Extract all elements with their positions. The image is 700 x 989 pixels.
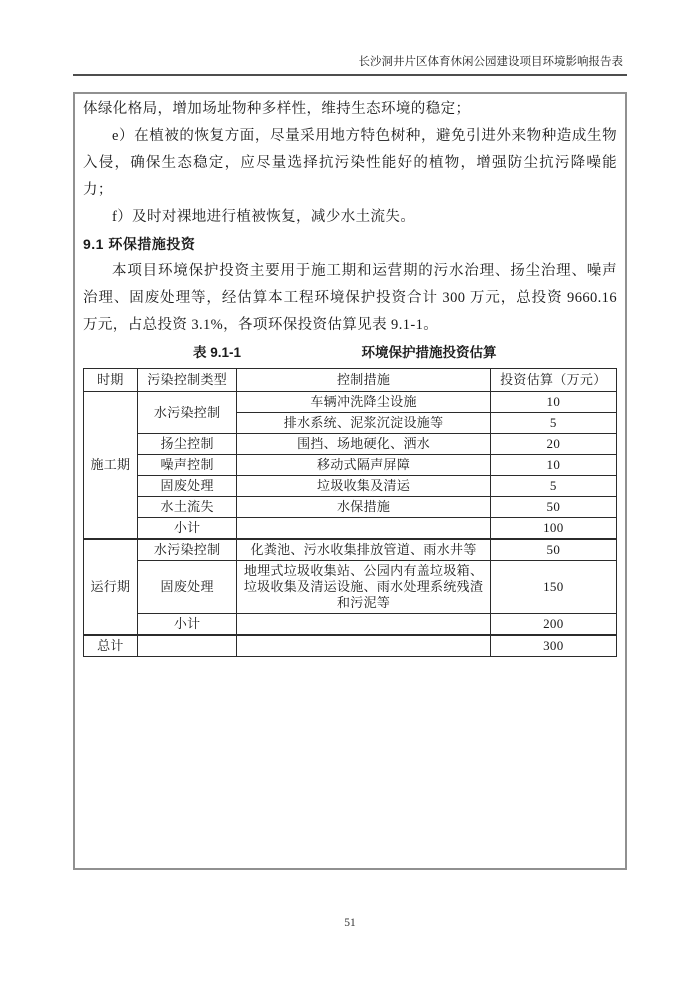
cost-cell: 5 bbox=[490, 413, 616, 434]
page-header bbox=[73, 54, 627, 76]
table-row bbox=[84, 539, 617, 561]
col-header-measure: 控制措施 bbox=[237, 369, 490, 392]
cost-cell: 10 bbox=[490, 455, 616, 476]
header-title: 长沙洞井片区体育休闲公园建设项目环境影响报告表 bbox=[358, 56, 623, 68]
content-frame bbox=[73, 92, 627, 870]
type-cell: 水污染控制 bbox=[137, 392, 237, 434]
section-heading: 9.1 环保措施投资 bbox=[83, 236, 196, 252]
table-header-row bbox=[84, 369, 617, 392]
cost-cell: 10 bbox=[490, 392, 616, 413]
col-header-period: 时期 bbox=[84, 369, 138, 392]
type-cell: 小计 bbox=[137, 614, 237, 636]
paragraph-continuation: 体绿化格局，增加场址物种多样性，维持生态环境的稳定； bbox=[83, 101, 471, 117]
type-cell: 小计 bbox=[137, 518, 237, 540]
table-row-subtotal bbox=[84, 518, 617, 540]
measure-cell: 垃圾收集及清运 bbox=[237, 476, 490, 497]
measure-cell bbox=[237, 614, 490, 636]
type-cell: 固废处理 bbox=[137, 476, 237, 497]
type-cell: 噪声控制 bbox=[137, 455, 237, 476]
cost-cell: 300 bbox=[490, 635, 616, 657]
type-cell bbox=[137, 635, 237, 657]
measure-cell: 移动式隔声屏障 bbox=[237, 455, 490, 476]
measure-cell: 车辆冲洗降尘设施 bbox=[237, 392, 490, 413]
type-cell: 固废处理 bbox=[137, 561, 237, 614]
measure-cell: 地埋式垃圾收集站、公园内有盖垃圾箱、垃圾收集及清运设施、雨水处理系统残渣和污泥等 bbox=[237, 561, 490, 614]
table-row-total bbox=[84, 635, 617, 657]
cost-cell: 5 bbox=[490, 476, 616, 497]
measure-cell: 围挡、场地硬化、洒水 bbox=[237, 434, 490, 455]
table-caption bbox=[83, 341, 617, 365]
cost-cell: 50 bbox=[490, 539, 616, 561]
type-cell: 水污染控制 bbox=[137, 539, 237, 561]
page-number: 51 bbox=[344, 917, 356, 929]
table-row bbox=[84, 476, 617, 497]
measure-cell: 水保措施 bbox=[237, 497, 490, 518]
period-cell-construction: 施工期 bbox=[84, 392, 138, 540]
paragraph-item-f: f）及时对裸地进行植被恢复，减少水土流失。 bbox=[112, 209, 416, 225]
type-cell: 水土流失 bbox=[137, 497, 237, 518]
investment-table bbox=[83, 368, 617, 657]
table-row bbox=[84, 497, 617, 518]
table-row bbox=[84, 392, 617, 413]
section-paragraph: 本项目环境保护投资主要用于施工期和运营期的污水治理、扬尘治理、噪声治理、固废处理等，经估算本工程环境保护投资合计 300 万元，总投资 9660.16 万元，占总投资 3.1%，各项环保投资估算见表 9.1-1。 bbox=[83, 263, 617, 333]
col-header-pollution-type: 污染控制类型 bbox=[137, 369, 237, 392]
table-caption-title: 环境保护措施投资估算 bbox=[361, 345, 497, 360]
period-cell-operation: 运行期 bbox=[84, 539, 138, 635]
measure-cell: 排水系统、泥浆沉淀设施等 bbox=[237, 413, 490, 434]
table-row bbox=[84, 455, 617, 476]
col-header-cost: 投资估算（万元） bbox=[490, 369, 616, 392]
measure-cell bbox=[237, 518, 490, 540]
cost-cell: 200 bbox=[490, 614, 616, 636]
cost-cell: 50 bbox=[490, 497, 616, 518]
table-row-subtotal bbox=[84, 614, 617, 636]
measure-cell: 化粪池、污水收集排放管道、雨水井等 bbox=[237, 539, 490, 561]
type-cell: 扬尘控制 bbox=[137, 434, 237, 455]
period-cell-total: 总计 bbox=[84, 635, 138, 657]
paragraph-item-e: e）在植被的恢复方面，尽量采用地方特色树种，避免引进外来物种造成生物入侵，确保生态稳定，应尽量选择抗污染性能好的植物，增强防尘抗污降噪能力； bbox=[83, 128, 617, 198]
cost-cell: 100 bbox=[490, 518, 616, 540]
measure-cell bbox=[237, 635, 490, 657]
cost-cell: 150 bbox=[490, 561, 616, 614]
cost-cell: 20 bbox=[490, 434, 616, 455]
table-row bbox=[84, 434, 617, 455]
table-row bbox=[84, 561, 617, 614]
table-caption-label: 表 9.1-1 bbox=[193, 345, 242, 360]
